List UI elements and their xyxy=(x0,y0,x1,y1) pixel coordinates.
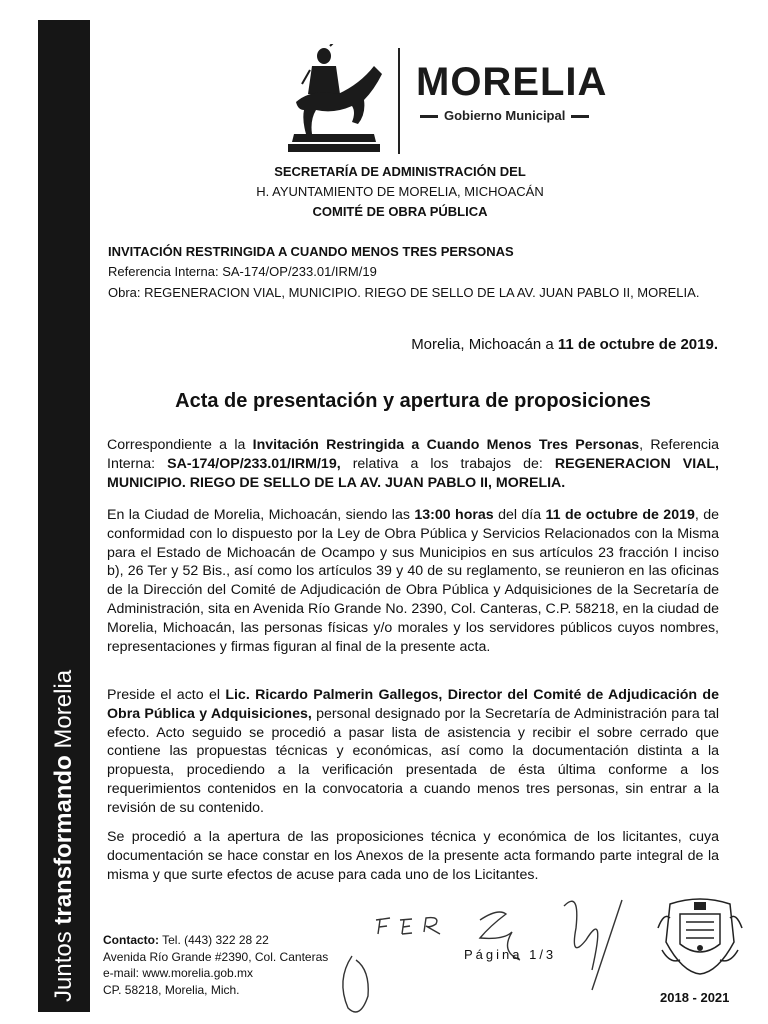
page-number: Página 1/3 xyxy=(464,947,557,962)
sidebar-slogan xyxy=(52,582,76,1002)
coat-of-arms-icon xyxy=(656,898,744,976)
slogan-word-3: Morelia xyxy=(50,669,77,756)
brand-name: MORELIA xyxy=(416,60,608,104)
reference-line xyxy=(108,264,377,279)
equestrian-statue-icon xyxy=(282,44,388,156)
brand-subtitle-text: Gobierno Municipal xyxy=(444,108,566,123)
administration-years: 2018 - 2021 xyxy=(660,990,730,1005)
slogan-word-2: transformando xyxy=(50,755,77,925)
reference-label: Referencia Interna: xyxy=(108,264,223,279)
slogan-word-1: Juntos xyxy=(50,924,77,1002)
reference-value: SA-174/OP/233.01/IRM/19 xyxy=(222,264,377,279)
p3-text-a: Preside el acto el xyxy=(107,687,226,703)
p1-text-b: Invitación Restringida a Cuando Menos Tres Personas xyxy=(252,437,640,453)
p3-text-c: personal designado por la Secretaría de Administración para tal efecto. Acto seguido se procedió a pasar lista de asistencia y recibir el sobre cerrado que contiene las propuestas técnicas y económicas, así como la documentación distinta a la propuesta, procediendo a la verificación presentada de ésta última conforme a los requerimientos contenidos en la convocatoria a cuando menos tres personas, sin entrar a la revisión de su contenido. xyxy=(107,705,720,816)
header-line-1: SECRETARÍA DE ADMINISTRACIÓN DEL xyxy=(274,164,526,179)
p1-text-a: Correspondiente a la xyxy=(107,437,253,453)
contact-block xyxy=(103,932,328,998)
paragraph-4: Se procedió a la apertura de las proposiciones técnica y económica de los licitantes, cuya documentación se hace constar en los Anexos de la presente acta formando parte integral de la misma y que surte efectos de acuse para cada uno de los Licitantes. xyxy=(107,829,719,883)
obra-label: Obra: xyxy=(108,285,145,300)
brand-subtitle xyxy=(416,108,589,123)
paragraph-1 xyxy=(107,436,719,492)
p2-text-a: En la Ciudad de Morelia, Michoacán, siendo las xyxy=(107,507,415,523)
date-value: 11 de octubre de 2019. xyxy=(557,336,718,353)
p1-text-c: , Referencia Interna: xyxy=(107,437,719,472)
contact-tel-line xyxy=(103,932,328,949)
p3-text-b: Lic. Ricardo Palmerin Gallegos, Director del Comité de Adjudicación de Obra Pública y Adquisiciones, xyxy=(107,687,719,722)
date-prefix: Morelia, Michoacán a xyxy=(411,336,558,353)
document-date xyxy=(411,336,718,353)
invitation-type: INVITACIÓN RESTRINGIDA A CUANDO MENOS TRES PERSONAS xyxy=(108,244,514,259)
p1-text-e: relativa a los trabajos de: xyxy=(340,455,555,472)
paragraph-2 xyxy=(107,506,719,656)
p2-text-d: 11 de octubre de 2019 xyxy=(545,507,695,523)
p1-text-f: REGENERACION VIAL, MUNICIPIO. RIEGO DE SELLO DE LA AV. JUAN PABLO II, MORELIA. xyxy=(107,455,719,491)
p1-text-d: SA-174/OP/233.01/IRM/19, xyxy=(167,455,341,472)
header-line-3: COMITÉ DE OBRA PÚBLICA xyxy=(312,204,488,219)
document-title: Acta de presentación y apertura de proposiciones xyxy=(175,390,651,412)
paragraph-3 xyxy=(107,686,719,818)
p2-text-e: , de conformidad con lo dispuesto por la Ley de Obra Pública y Servicios Relacionados con la Misma para el Estado de Michoacán de Ocampo y sus Municipios en sus artículos 23 fracción I inciso b), 26 Ter y 52 Bis., así como los artículos 39 y 40 de su reglamento, se reunieron en las oficinas de la Dirección del Comité de Adjudicación de Obra Pública y Adquisiciones de la Secretaría de Administración, sita en Avenida Río Grande No. 2390, Col. Canteras, C.P. 58218, en la ciudad de Morelia, Michoacán, las personas físicas y/o morales y los servidores públicos cuyos nombres, representaciones y firmas figuran al final de la presente acta. xyxy=(107,507,720,655)
p2-text-c: del día xyxy=(493,507,546,523)
contact-address: Avenida Río Grande #2390, Col. Canteras xyxy=(103,949,329,964)
obra-line xyxy=(108,285,699,300)
contact-tel: Tel. (443) 322 28 22 xyxy=(159,933,269,947)
obra-value: REGENERACION VIAL, MUNICIPIO. RIEGO DE SELLO DE LA AV. JUAN PABLO II, MORELIA. xyxy=(144,285,700,300)
logo-divider xyxy=(398,48,400,154)
p2-text-b: 13:00 horas xyxy=(414,507,494,523)
contact-cp: CP. 58218, Morelia, Mich. xyxy=(103,982,240,997)
header-line-2: H. AYUNTAMIENTO DE MORELIA, MICHOACÁN xyxy=(256,184,544,199)
contact-email: e-mail: www.morelia.gob.mx xyxy=(103,966,254,980)
contact-label: Contacto: xyxy=(103,933,159,947)
